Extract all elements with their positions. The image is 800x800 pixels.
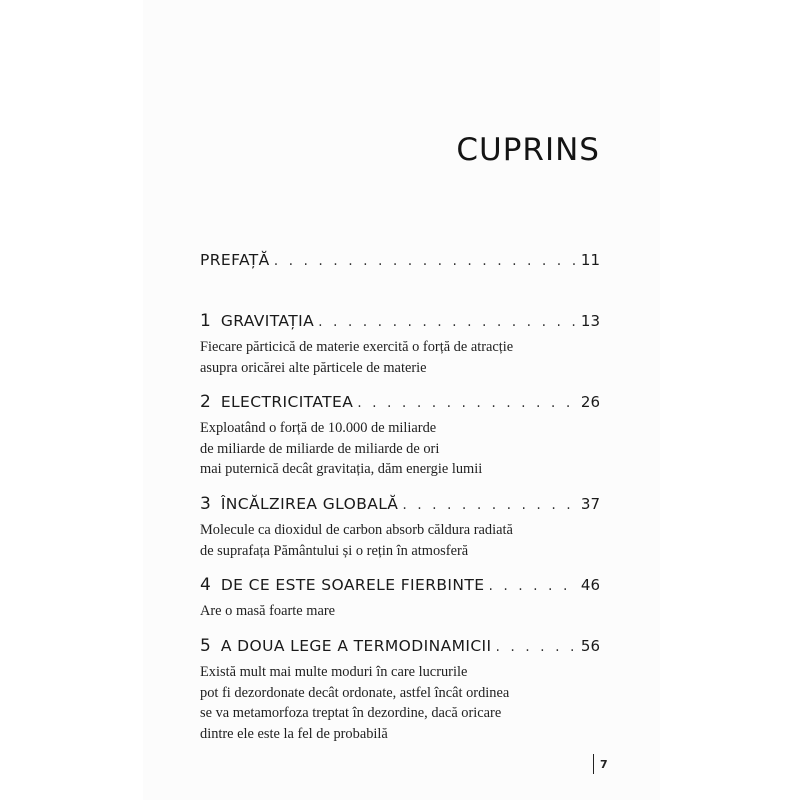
description-line: Fiecare părticică de materie exercită o forță de atracție — [200, 339, 514, 355]
chapter-description — [200, 337, 600, 378]
chapter-description — [200, 418, 600, 480]
chapter-title: ELECTRICITATEA — [220, 393, 354, 411]
chapter-number: 3 — [200, 494, 211, 514]
description-line: Există mult mai multe moduri în care lucrurile — [200, 664, 468, 680]
chapter-number: 2 — [200, 392, 211, 412]
description-line: de suprafața Pământului și o rețin în atmosferă — [200, 542, 469, 559]
toc-entry-preface — [200, 251, 600, 275]
leader-dots — [495, 639, 576, 655]
chapter-description — [200, 662, 600, 744]
page-number: 46 — [580, 576, 600, 594]
folio-page-number: 7 — [593, 754, 608, 774]
description-line: Molecule ca dioxidul de carbon absorb căldura radiată — [200, 522, 513, 538]
chapter-number: 5 — [200, 636, 211, 656]
chapter-number: 1 — [200, 311, 211, 331]
chapter-description — [200, 520, 600, 561]
toc-entry-chapter-4 — [200, 575, 600, 622]
toc-entry-chapter-2 — [200, 392, 600, 480]
description-line: dintre ele este la fel de probabilă — [200, 725, 388, 742]
leader-dots — [402, 497, 577, 513]
toc-entry-chapter-5 — [200, 636, 600, 744]
leader-dots — [318, 314, 577, 330]
chapter-title: A DOUA LEGE A TERMODINAMICII — [220, 637, 492, 655]
description-line: pot fi dezordonate decât ordonate, astfel încât ordinea — [200, 684, 510, 701]
chapter-description — [200, 601, 600, 622]
chapter-title: GRAVITAȚIA — [220, 312, 315, 330]
page-number: 37 — [580, 495, 600, 513]
preface-label: PREFAȚĂ — [200, 251, 270, 269]
leader-dots — [488, 578, 576, 594]
toc-entry-chapter-1 — [200, 311, 600, 378]
chapter-title: ÎNCĂLZIREA GLOBALĂ — [220, 495, 399, 513]
page-number: 56 — [580, 637, 600, 655]
description-line: Exploatând o forță de 10.000 de miliarde — [200, 420, 437, 436]
leader-dots — [274, 253, 577, 269]
chapter-title: DE CE ESTE SOARELE FIERBINTE — [220, 576, 485, 594]
page-title: CUPRINS — [456, 132, 600, 168]
description-line: Are o masă foarte mare — [200, 603, 336, 619]
description-line: asupra oricărei alte părticele de materie — [200, 359, 427, 376]
description-line: se va metamorfoza treptat în dezordine, dacă oricare — [200, 705, 502, 721]
page-number: 13 — [580, 312, 600, 330]
description-line: mai puternică decât gravitația, dăm energie lumii — [200, 461, 483, 477]
leader-dots — [357, 395, 577, 411]
toc-entry-chapter-3 — [200, 494, 600, 561]
page-number: 11 — [580, 251, 600, 269]
page-number: 26 — [580, 393, 600, 411]
description-line: de miliarde de miliarde de miliarde de ori — [200, 440, 440, 457]
chapter-number: 4 — [200, 575, 211, 595]
